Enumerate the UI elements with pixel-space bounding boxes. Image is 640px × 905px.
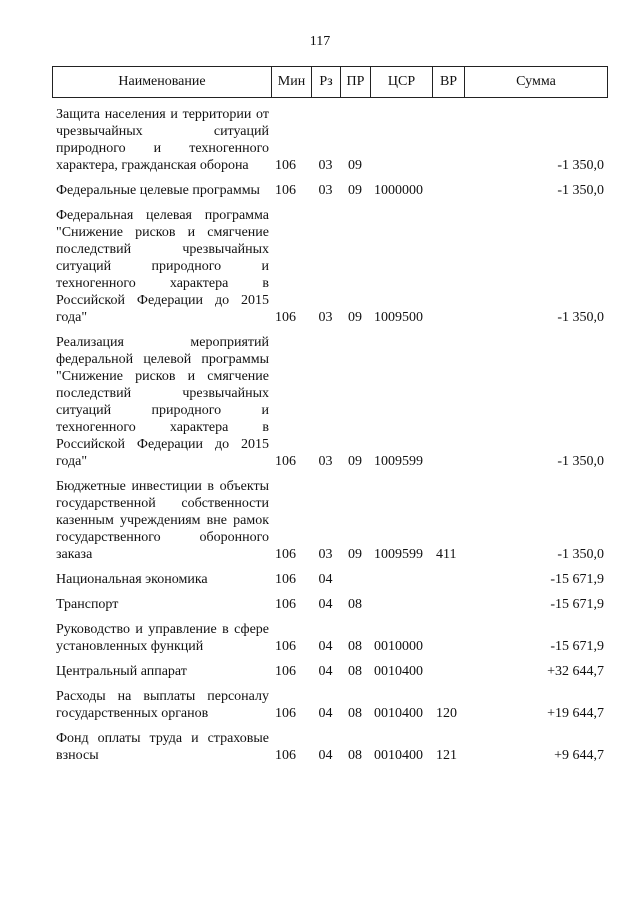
row-name: Реализация мероприятий федеральной целевой программы "Снижение рисков и смягчение последствий чрезвычайных ситуаций природного и техногенного характера в Российской Федерации до 2015 года" (56, 335, 269, 469)
row-rz: 04 (318, 639, 333, 654)
row-pr: 09 (348, 454, 362, 469)
row-min: 106 (275, 547, 296, 562)
row-min: 106 (275, 310, 296, 325)
row-vr: 121 (436, 748, 457, 763)
header-rz: Рз (312, 67, 341, 97)
row-pr: 08 (348, 706, 362, 721)
row-name: Защита населения и территории от чрезвычайных ситуаций природного и техногенного характера, гражданская оборона (56, 107, 269, 173)
row-pr: 08 (348, 748, 362, 763)
row-min: 106 (275, 748, 296, 763)
header-name: Наименование (53, 67, 272, 97)
row-name: Расходы на выплаты персоналу государственных органов (56, 689, 269, 721)
row-pr: 08 (348, 639, 362, 654)
row-sum: -15 671,9 (550, 597, 604, 612)
row-rz: 04 (318, 572, 333, 587)
table-row (52, 730, 608, 764)
table-row (52, 207, 608, 326)
row-rz: 04 (318, 706, 333, 721)
row-sum: -1 350,0 (557, 183, 604, 198)
row-sum: +19 644,7 (547, 706, 604, 721)
row-rz: 03 (318, 310, 333, 325)
row-min: 106 (275, 639, 296, 654)
page-number: 117 (309, 34, 331, 49)
row-pr: 09 (348, 547, 362, 562)
row-name: Фонд оплаты труда и страховые взносы (56, 731, 269, 763)
row-name: Федеральная целевая программа "Снижение рисков и смягчение последствий чрезвычайных ситуаций природного и техногенного характера в Российской Федерации до 2015 года" (56, 208, 269, 325)
row-sum: -1 350,0 (557, 454, 604, 469)
row-vr: 120 (436, 706, 457, 721)
row-pr: 09 (348, 183, 362, 198)
row-csr: 0010400 (374, 748, 423, 763)
header-csr: ЦСР (371, 67, 433, 97)
row-min: 106 (275, 454, 296, 469)
row-min: 106 (275, 706, 296, 721)
table-row (52, 182, 608, 199)
header-pr: ПР (341, 67, 371, 97)
row-csr: 1009500 (374, 310, 423, 325)
table-row (52, 334, 608, 470)
row-name: Руководство и управление в сфере установленных функций (56, 622, 269, 654)
table-row (52, 621, 608, 655)
row-csr: 1009599 (374, 454, 423, 469)
row-pr: 09 (348, 310, 362, 325)
row-name: Национальная экономика (56, 572, 208, 587)
row-sum: -1 350,0 (557, 547, 604, 562)
table-row (52, 106, 608, 174)
table-row (52, 596, 608, 613)
row-min: 106 (275, 664, 296, 679)
row-name: Центральный аппарат (56, 664, 187, 679)
row-name: Бюджетные инвестиции в объекты государственной собственности казенным учреждениям вне рамок государственного оборонного заказа (56, 479, 269, 562)
row-min: 106 (275, 572, 296, 587)
row-min: 106 (275, 183, 296, 198)
row-min: 106 (275, 158, 296, 173)
table-row (52, 663, 608, 680)
table-row (52, 688, 608, 722)
row-pr: 08 (348, 664, 362, 679)
header-vr: ВР (433, 67, 465, 97)
header-min: Мин (272, 67, 312, 97)
row-csr: 0010400 (374, 664, 423, 679)
row-rz: 04 (318, 748, 333, 763)
row-rz: 03 (318, 158, 333, 173)
table-row (52, 478, 608, 563)
row-csr: 0010400 (374, 706, 423, 721)
row-csr: 1000000 (374, 183, 423, 198)
header-sum: Сумма (516, 74, 556, 89)
row-rz: 03 (318, 454, 333, 469)
row-pr: 09 (348, 158, 362, 173)
row-sum: +9 644,7 (554, 748, 604, 763)
row-sum: +32 644,7 (547, 664, 604, 679)
row-rz: 03 (318, 183, 333, 198)
row-sum: -1 350,0 (557, 310, 604, 325)
row-sum: -15 671,9 (550, 639, 604, 654)
table-row (52, 571, 608, 588)
row-name: Федеральные целевые программы (56, 183, 260, 198)
row-min: 106 (275, 597, 296, 612)
table-header (52, 66, 608, 98)
row-rz: 04 (318, 664, 333, 679)
row-csr: 1009599 (374, 547, 423, 562)
row-csr: 0010000 (374, 639, 423, 654)
row-rz: 04 (318, 597, 333, 612)
row-sum: -1 350,0 (557, 158, 604, 173)
row-rz: 03 (318, 547, 333, 562)
row-name: Транспорт (56, 597, 119, 612)
row-vr: 411 (436, 547, 457, 562)
row-sum: -15 671,9 (550, 572, 604, 587)
row-pr: 08 (348, 597, 362, 612)
budget-table (52, 66, 608, 764)
